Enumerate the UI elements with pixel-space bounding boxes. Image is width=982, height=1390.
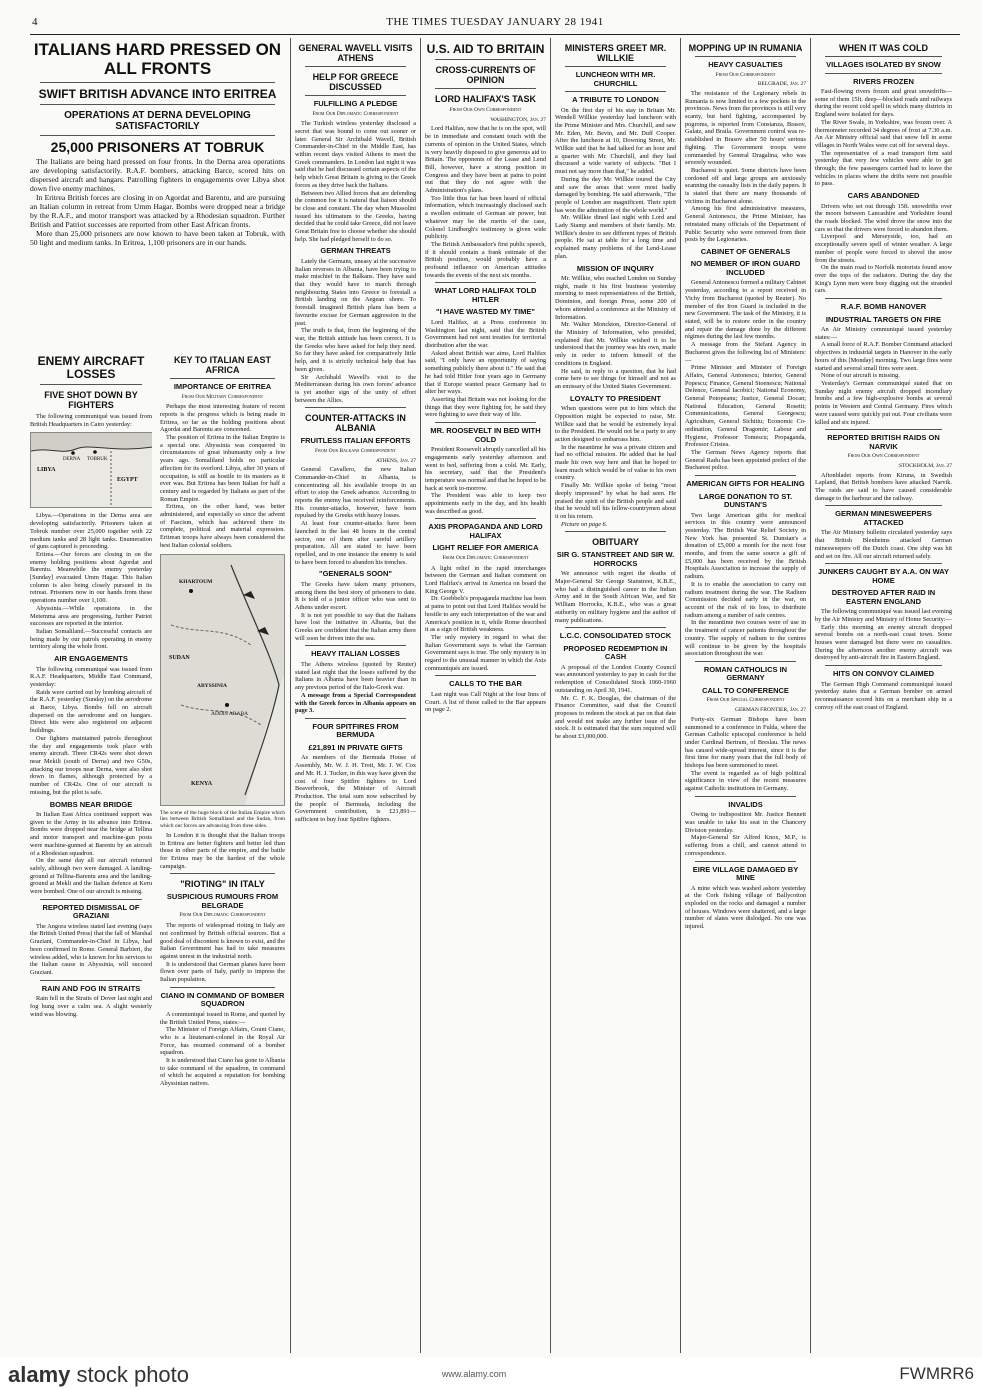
subheadline: NO MEMBER OF IRON GUARD INCLUDED bbox=[690, 259, 801, 277]
column-rule bbox=[680, 38, 681, 1353]
subheadline: CROSS-CURRENTS OF OPINION bbox=[435, 65, 536, 85]
article-willkie bbox=[555, 38, 676, 1353]
paragraph: Mr. Willkie, who reached London on Sunday night, made it his first business yesterday morning to meet representatives of the British, Dominion, and foreign Press, some 200 of whom attended a conference at the Ministry of Information. bbox=[555, 275, 676, 321]
subheadline: VILLAGES ISOLATED BY SNOW bbox=[826, 60, 941, 69]
paragraph: Prime Minister and Minister of Foreign Affairs, General Antonescu; Interior, General Popescu; Finance, General Stoenescu; National Defence, General Iacobici; National Economy, General Potopeanu; Justice, General Docan; National Education, General Rosetti; Communications, General Georgescu; Agriculture, General Sichitiu; Economic Co-ordination, General Dragomir; Labour and Hygiene, Professor Tomescu; Propaganda, Professor Cristea. bbox=[685, 364, 806, 449]
paragraph: He said, in reply to a question, that he had come here to see things for himself and not as an emissary of the United States Government. bbox=[555, 367, 676, 390]
paragraph: More than 25,000 prisoners are now known to have been taken at Tobruk, with 50 light and medium tanks. In Eritrea, 1,100 prisoners are in our hands. bbox=[30, 229, 285, 247]
paragraph: Abyssinia.—While operations in the Metemma area are progressing, further Patriot successes are reported in the interior. bbox=[30, 604, 152, 628]
paragraph: The German High Command communiqué issued yesterday states that a German bomber on armed reconnaissance scored hits on a merchant ship in a convoy off the east coast of England. bbox=[815, 680, 952, 711]
byline: From Our Military Correspondent bbox=[181, 393, 264, 400]
byline: From Our Diplomatic Correspondent bbox=[179, 912, 266, 919]
headline: AMERICAN GIFTS FOR HEALING bbox=[686, 479, 805, 489]
paragraph: Eritrea.—Our forces are closing in on the enemy holding positions about Agordat and Barentu. Meanwhile the enemy yesterday [Sunday] evacuated Umm Hagar. This Italian column is also being closely pursued in its retreat. Prisoners now in our hands from these operations number over 1,100. bbox=[30, 550, 152, 605]
paragraph: The Angora wireless stated last evening (says the British United Press) that the fall of Marshal Graziani, Commander-in-Chief in Libya, had been confirmed in Rome. General Barbieri, the wireless added, who is known for his services to the Italian cause in Abyssinia, will succeed Graziani. bbox=[30, 922, 152, 976]
paragraph: Major-General Sir Alfred Knox, M.P., is suffering from a chill, and cannot attend to correspondence. bbox=[685, 834, 806, 857]
map-label: ADDIS ABABA bbox=[211, 710, 249, 717]
article-italian-east-africa bbox=[160, 350, 285, 1353]
headline: L.C.C. CONSOLIDATED STOCK bbox=[559, 631, 672, 641]
paragraph: As members of the Bermuda House of Assembly, Mr. W. J. H. Trott, Mr. J. W. Cox and Mr. H. J. Tucker, in this way have given the cost of four Spitfire fighters to Lord Beaverbrook, the Minister of Aircraft Production. The total sum now subscribed by the people of Bermuda, including the Government contribution, is £21,891—sufficient to buy four Spitfire fighters. bbox=[295, 754, 416, 824]
subheadline: SUSPICIOUS RUMOURS FROM BELGRADE bbox=[166, 892, 279, 910]
paragraph: Sir Archibald Wavell's visit to the Mediterranean during his own forces' advance is yet another sign of the unity of effort between the Allies. bbox=[295, 373, 416, 404]
column-rule bbox=[290, 38, 291, 1353]
paragraph: Two large American gifts for medical services in this country were announced yesterday. The British War Relief Society in New York has presented St. Dunstan's a donation of £5,000 a month for the next four months, and from the same source a gift of £5,000 has been received by the British Hospitals Association to increase the supply of radium. bbox=[685, 511, 806, 581]
headline: HITS ON CONVOY CLAIMED bbox=[832, 669, 935, 679]
headline: WHEN IT WAS COLD bbox=[839, 43, 928, 53]
paragraph: A proposal of the London County Council was announced yesterday to pay in cash for the redemption of Consolidated Stock 1960-1960 outstanding on April 30, 1941. bbox=[555, 663, 676, 694]
map-caption: The scene of the huge block of the Italian Empire which lies between British Somaliland and the Sudan, from which our forces are advancing from three sides. bbox=[160, 809, 285, 830]
paragraph: The position of Eritrea in the Italian Empire is a special one. Abyssinia was conquered in circumstances of great inhumanity only a few years ago. Somaliland holds no particular affection for its overlord. Libya, after 30 years of occupation, is still as hostile to its masters as it ever was. But Eritrea has been Italian for half a century and is regarded by Italians as part of the Roman Empire. bbox=[160, 434, 285, 503]
headline: FOUR SPITFIRES FROM BERMUDA bbox=[312, 721, 399, 740]
map-label: DERNA bbox=[63, 457, 81, 463]
subheadline: RIVERS FROZEN bbox=[853, 76, 914, 86]
headline: CALLS TO THE BAR bbox=[449, 679, 522, 689]
alamy-logo: alamy stock photo bbox=[8, 1362, 190, 1387]
headline: ROMAN CATHOLICS IN GERMANY bbox=[703, 664, 788, 683]
paragraph: Aftonbladet reports from Kiruna, in Swedish Lapland, that British bombers have attacked Narvik. The raids are said to have caused considerable damage to the harbour and the railway. bbox=[815, 471, 952, 502]
subheadline: PROPOSED REDEMPTION IN CASH bbox=[563, 643, 668, 662]
subheadline: HELP FOR GREECE DISCUSSED bbox=[312, 72, 399, 92]
headline: HEAVY ITALIAN LOSSES bbox=[311, 649, 400, 659]
paragraph: President Roosevelt abruptly cancelled all his engagements early yesterday afternoon and went to bed, suffering from a cold. Mr. Early, his secretary, said that the President's temperature was normal and that he hoped to be back at work to-morrow. bbox=[425, 446, 546, 492]
paragraph: General Cavallero, the new Italian Commander-in-Chief in Albania, is concentrating all his available troops in an effort to stop the Greek advance. According to reports the enemy has received reinforcements. His counter-attacks, however, have been repulsed by the Greeks with heavy losses. bbox=[295, 466, 416, 520]
subheadline: SWIFT BRITISH ADVANCE INTO ERITREA bbox=[38, 87, 277, 101]
paragraph: The British Ambassador's first public speech, if it should contain a frank estimate of the British position, would probably have a profound influence on American attitudes towards the events of the next six months. bbox=[425, 240, 546, 279]
paragraph: Between two Allied forces that are defending the common foe it is natural that liaison should be close and constant. The day when Mussolini issued his ultimatum to the Greeks, having decided that he could take Greece, did not leave Great Britain free to choose whether she should help. She had pledged herself to do so. bbox=[295, 189, 416, 243]
subheadline: LIGHT RELIEF FOR AMERICA bbox=[432, 543, 539, 553]
paragraph: Perhaps the most interesting feature of recent reports is the progress which is being made in Eritrea, so far as the holding positions about Agordat and Barentu are concerned. bbox=[160, 403, 285, 434]
headline: U.S. AID TO BRITAIN bbox=[426, 42, 545, 56]
headline: INVALIDS bbox=[728, 799, 763, 809]
byline: From Our Own Correspondent bbox=[449, 107, 522, 113]
headline: ENEMY AIRCRAFT LOSSES bbox=[37, 354, 145, 381]
map-label: SUDAN bbox=[169, 654, 190, 661]
subheadline: INDUSTRIAL TARGETS ON FIRE bbox=[825, 314, 942, 324]
paragraph: Asked about British war aims, Lord Halifax said, "I only have an opportunity of saying something publicly there about it." He said that he had told Hitler four years ago in Germany that if Europe wanted peace Germany had to alter her ways. bbox=[425, 349, 546, 396]
subheadline: CALL TO CONFERENCE bbox=[702, 685, 789, 695]
paragraph: On the same day all our aircraft returned safely, although two were damaged. A landing-ground at Tellina-Barentu area and the landing-ground at Mekli and the Italian defence at Keru were bombed. One of our aircraft is missing. bbox=[30, 857, 152, 896]
paragraph: It is not yet possible to say that the Italians have lost the initiative in Albania, but the Greeks are confident that the Italian army there will soon be driven into the sea. bbox=[295, 611, 416, 642]
column-rule bbox=[550, 38, 551, 1353]
paragraph: Liverpool and Merseyside, too, had an exceptionally severe spell of winter weather. A large number of people were forced to shovel the snow from the streets. bbox=[815, 233, 952, 264]
paragraph: It is understood that Ciano has gone to Albania to take command of the squadron, in command of which he acquired a reputation for bombing Abyssinian natives. bbox=[160, 1057, 285, 1088]
paragraph: The Greeks have taken many prisoners, among them the best story of prisoners to date. It is told of a junior officer who was sent to Athens under escort. bbox=[295, 580, 416, 611]
subheadline: MISSION OF INQUIRY bbox=[576, 263, 655, 273]
paragraph: Early this morning an enemy aircraft dropped several bombs on a north-east coast town. Some houses were damaged but there were no casualties. During the afternoon another enemy aircraft was destroyed by anti-aircraft fire in Eastern England. bbox=[815, 623, 952, 662]
paragraph: Owing to indisposition Mr. Justice Bennett was unable to take his seat in the Chancery Division yesterday. bbox=[685, 811, 806, 834]
paragraph: The following communiqué was issued from R.A.F. Headquarters, Middle East Command, yesterday: bbox=[30, 665, 152, 688]
paragraph: Libya.—Operations in the Derna area are developing satisfactorily. Prisoners taken at Tobruk number over 25,000 together with 22 medium tanks and 28 light tanks. Enumeration of guns captured is proceeding. bbox=[30, 512, 152, 551]
paragraph: Asserting that Britain was not looking for the things that they were fighting for, he said they were fighting to save their way of life. bbox=[425, 396, 546, 419]
byline: From Our Correspondent bbox=[715, 71, 776, 78]
headline: ITALIANS HARD PRESSED ON ALL FRONTS bbox=[33, 40, 282, 78]
paragraph: Among his first administrative measures, General Antonescu, the Prime Minister, has reinstated many officials of the Department of Public Security who were removed from their posts by the Legionaries. bbox=[685, 205, 806, 244]
headline: AXIS PROPAGANDA AND LORD HALIFAX bbox=[428, 522, 543, 540]
subheadline: GERMAN THREATS bbox=[320, 246, 391, 256]
subheadline: AIR ENGAGEMENTS bbox=[54, 654, 128, 664]
paragraph: The only mystery in regard to what the Italian Government says is what the German Government says is true. The only mystery is in regard to the unusual manner in which the Axis communiqués are issued. bbox=[425, 633, 546, 672]
byline: From Our Own Correspondent bbox=[847, 453, 920, 460]
paragraph: In Italian East Africa continued support was given to the Army in its advance into Eritrea. Bombs were dropped near the bridge at Tellina and motor transport and machine-gun posts were machine-gunned at Barentu by an aircraft of a Rhodesian squadron. bbox=[30, 811, 152, 857]
paragraph: Lord Halifax, now that he is on the spot, will be in immediate and constant touch with the currents of opinion in the United States, which is very heavily disposed to give generous aid to Britain. The opponents of the Lease and Lend Bill, however, have a strong position in Congress and they have been at pains to point out that they do not agree with the Administration's plans. bbox=[425, 125, 546, 195]
subheadline: LUNCHEON WITH MR. CHURCHILL bbox=[575, 70, 656, 88]
paragraph: Lately the Germans, uneasy at the successive Italian reverses in Albania, have been trying to make mischief in the Balkans. They have said that they would have to march through neighbouring States into Greece to forestall a British landing on the Aegean shore. To forestall imagined British plans has been a favourite excuse for German aggression in the past. bbox=[295, 257, 416, 327]
paragraph: General Antonescu formed a military Cabinet yesterday, according to a report received in Vichy from Bucharest (quoted by Reuter). No member of the Iron Guard is included in the new Government. The task of the Ministry, it is stated, will be to restore order in the country and repair the damage done by the different régimes during the last few months. bbox=[685, 279, 806, 341]
article-enemy-aircraft bbox=[30, 350, 152, 1353]
headline: CIANO IN COMMAND OF BOMBER SQUADRON bbox=[160, 990, 285, 1009]
map-label: LIBYA bbox=[37, 467, 56, 474]
headline: GERMAN MINESWEEPERS ATTACKED bbox=[835, 509, 932, 527]
paragraph: The Air Ministry bulletin circulated yesterday says that British Blenheims attacked German minesweepers off the Dutch coast. One ship was hit and set on fire. All our aircraft returned safely. bbox=[815, 529, 952, 560]
headline: WHAT LORD HALIFAX TOLD HITLER bbox=[434, 286, 537, 304]
dateline: WASHINGTON, Jan. 27 bbox=[490, 116, 546, 123]
page-number: 4 bbox=[32, 16, 38, 28]
paragraph: Finally Mr. Willkie spoke of being "most deeply impressed" by what he had seen. He praised the spirit of the British people and said that he would tell his fellow-countrymen about it on his return. bbox=[555, 482, 676, 520]
article-cold-weather bbox=[815, 38, 952, 1353]
paragraph: Yesterday's German communiqué stated that on Sunday night enemy aircraft dropped incendiary bombs and a few high-explosive bombs at several points in Western and Central Germany. Fires which were caused were quickly put out. Four civilians were killed and six injured. bbox=[815, 380, 952, 426]
headline: GENERAL WAVELL VISITS ATHENS bbox=[298, 43, 413, 63]
paragraph: A mine which was washed ashore yesterday at the Cork fishing village of Ballycotton exploded on the rocks and damaged a number of houses. Windows were shattered, and a large number of slates were dislodged. No one was injured. bbox=[685, 884, 806, 931]
image-code: FWMRR6 bbox=[899, 1364, 974, 1383]
paragraph: In Eritrea British forces are closing in on Agordat and Barentu, and are pursuing an Italian column in retreat from Umm Hagar. Bombs were dropped near a bridge by the R.A.F., and motor transport was attacked by a Rhodesian squadron. Further British and Patriot successes are reported from other East African fronts. bbox=[30, 193, 285, 229]
paragraph: We announce with regret the deaths of Major-General Sir George Stanstreet, K.B.E., who had a distinguished career in the Indian Army and in the South African War, and Sir William Horrocks, K.B.E., who was a great authority on military hygiene and the author of many publications. bbox=[555, 570, 676, 624]
paragraph: The reports of widespread rioting in Italy are not confirmed by British official sources. But a good deal of discontent is known to exist, and the Italian Government has had to take measures against unrest in the industrial north. bbox=[160, 922, 285, 960]
subheadline: LARGE DONATION TO ST. DUNSTAN'S bbox=[698, 491, 793, 510]
subheadline: FIVE SHOT DOWN BY FIGHTERS bbox=[44, 390, 138, 410]
byline: From Our Diplomatic Correspondent bbox=[312, 110, 399, 117]
paragraph: On the main road to Norfolk motorists found snow over the tops of the radiators. During the day the King's Lynn men were busy digging out the stranded cars. bbox=[815, 264, 952, 295]
dateline: ATHENS, Jan. 27 bbox=[375, 457, 416, 464]
paragraph: The Italians are being hard pressed on four fronts. In the Derna area operations are developing satisfactorily. R.A.F. bombers, attacking Barce, scored hits on dispersed aircraft and hangars. Patrolling fighters in engagements over Libya shot down five enemy machines. bbox=[30, 157, 285, 193]
headline: COUNTER-ATTACKS IN ALBANIA bbox=[305, 413, 406, 434]
dateline: BELGRADE, Jan. 27 bbox=[757, 81, 806, 88]
paragraph: In London it is thought that the Italian troops in Eritrea are better fighters and better led than those in other parts of the empire, and the battle for Eritrea may be the hardest of the whole campaign. bbox=[160, 831, 285, 870]
subheadline: DESTROYED AFTER RAID IN EASTERN ENGLAND bbox=[831, 588, 936, 606]
paragraph: The following communiqué was issued from British Headquarters in Cairo yesterday: bbox=[30, 413, 152, 428]
paragraph: Eritrea, on the other hand, was better administered, and especially so since the advent of Fascism, which has achieved there its complete, political and material expression. Eritrean troops have always been considered the best Italian colonial soldiers. bbox=[160, 503, 285, 549]
paragraph: Bucharest is quiet. Some districts have been cordoned off and large groups are anxiously scanning the casualty lists in the daily papers. It is stated that there are many thousands of victims in Bucharest alone. bbox=[685, 166, 806, 205]
paragraph: Dr. Goebbels's propaganda machine has been at pains to point out that Lord Halifax would be hostile to any such interpretation of the war and America's position in it, while Rome described it as a sign of British weakness. bbox=[425, 595, 546, 634]
map-label: KHARTOUM bbox=[179, 578, 213, 585]
map-label: EGYPT bbox=[117, 477, 138, 484]
map-label: ABYSSINIA bbox=[197, 682, 227, 689]
article-general-wavell bbox=[295, 38, 416, 1353]
headline: "RIOTING" IN ITALY bbox=[180, 879, 265, 890]
paragraph: At least four counter-attacks have been launched in the last 48 hours in the central sector, one of them after careful artillery preparation. All are stated to have been repelled, and in one instance the enemy is said to have been forced to abandon his trenches. bbox=[295, 520, 416, 566]
subheadline: LOYALTY TO PRESIDENT bbox=[570, 393, 661, 403]
picture-reference: Picture on page 6. bbox=[561, 520, 608, 528]
paragraph: The Turkish wireless yesterday disclosed a secret that was bound to come out sooner or later. General Sir Archibald Wavell, British Commander-in-Chief in the Middle East, has within recent days visited Athens to meet the Greek commanders. In London last night it was said that he had discussed certain aspects of the help which Great Britain is giving to the Greek forces as they drive back the Italians. bbox=[295, 120, 416, 189]
paragraph: A light relief in the rapid interchanges between the German and Italian comment on Lord Halifax's arrival in America on board the King George V. bbox=[425, 564, 546, 595]
headline: REPORTED DISMISSAL OF GRAZIANI bbox=[42, 902, 140, 921]
article-rumania bbox=[685, 38, 806, 1353]
headline: KEY TO ITALIAN EAST AFRICA bbox=[173, 355, 271, 375]
subheadline: SIR G. STANSTREET AND SIR W. HORROCKS bbox=[556, 550, 675, 568]
subheadline: A TRIBUTE TO LONDON bbox=[572, 95, 659, 104]
paragraph: A message from a Special Correspondent with the Greek forces in Albania appears on page 3. bbox=[295, 691, 416, 715]
paragraph: A message from the Stefani Agency in Bucharest gives the following list of Ministers:— bbox=[685, 341, 806, 364]
subheadline: £21,891 IN PRIVATE GIFTS bbox=[308, 742, 403, 752]
paragraph: None of our aircraft is missing. bbox=[821, 372, 900, 380]
subheadline: HEAVY CASUALTIES bbox=[708, 60, 783, 69]
headline: JUNKERS CAUGHT BY A.A. ON WAY HOME bbox=[818, 567, 949, 585]
newspaper-title: THE TIMES TUESDAY JANUARY 28 1941 bbox=[386, 16, 604, 28]
subheadline: CARS ABANDONED bbox=[847, 191, 920, 201]
headline: MINISTERS GREET MR. WILLKIE bbox=[564, 43, 667, 63]
paragraph: When questions were put to him which the Opposition might be expected to raise, Mr. Willkie said that he would be extremely loyal to the President. He would not be a party to any action designed to embarrass him. bbox=[555, 405, 676, 443]
map-label: TOBRUK bbox=[87, 457, 108, 463]
paragraph: In the meantime he was a private citizen and had no official mission. He added that he had made his own way here and that he hoped to learn much which would be of value to his own country. bbox=[555, 443, 676, 482]
paragraph: The truth is that, from the beginning of the war, the British attitude has been correct. It is the Greeks who have asked for help they need. So far they have asked for comparatively little help, and it is strictly technical help that has been given. bbox=[295, 327, 416, 373]
subheadline: LORD HALIFAX'S TASK bbox=[435, 94, 536, 104]
stock-watermark-bar bbox=[0, 1358, 982, 1390]
subheadline: IMPORTANCE OF ERITREA bbox=[173, 382, 272, 391]
paragraph: Mr. Walter Monckton, Director-General of the Ministry of Information, who presided, explained that Mr. Willkie wished it to be understood that the journey was his own, made only in order to inform himself of the conditions in England. bbox=[555, 321, 676, 367]
paragraph: Too little thus far has been heard of official information, which increasingly disclosed such a swollen estimate of German air power, but whatever may be the merits of the case, Colonel Lindbergh's testimony is given wide publicity. bbox=[425, 194, 546, 241]
paragraph: It is to enable the association to carry out radium treatment during the war. The Radium Commission decided early in the war, on account of the risk of its loss, to distribute radium among a number of safe centres. bbox=[685, 580, 806, 619]
paragraph: The River Swale, in Yorkshire, was frozen over. A thermometer recorded 34 degrees of frost at 7.30 a.m. An Air Ministry official said that snow fell in some villages in North Wales were cut off for several days. bbox=[815, 118, 952, 149]
watermark-url: www.alamy.com bbox=[441, 1369, 507, 1379]
paragraph: Rain fell in the Straits of Dover last night and fog hung over a calm sea. A slight westerly wind was blowing. bbox=[30, 995, 152, 1018]
column-rule bbox=[420, 38, 421, 1353]
paragraph: Raids were carried out by bombing aircraft of the R.A.F. yesterday (Sunday) on the aerodrome at Barce, Libya. Bombs fell on aircraft dispersed on the aerodrome and on hangars. Direct hits were also registered on adjacent buildings. bbox=[30, 688, 152, 735]
byline: From Our Diplomatic Correspondent bbox=[442, 554, 529, 561]
lead-article bbox=[30, 38, 285, 338]
headline: MOPPING UP IN RUMANIA bbox=[688, 43, 803, 53]
headline: MR. ROOSEVELT IN BED WITH COLD bbox=[430, 426, 541, 444]
paragraph: Lord Halifax, at a Press conference in Washington last night, said that the British Government had not sent treaties for territorial distribution after the war. bbox=[425, 318, 546, 350]
dateline: GERMAN FRONTIER, Jan. 27 bbox=[734, 707, 806, 714]
paragraph: Mr. C. F. K. Douglas, the chairman of the Finance Committee, said that the Council proposes to redeem the stock at par on that date and would not make any further issue of the stock. It is estimated that the sum required will be about £3,000,000. bbox=[555, 694, 676, 741]
paragraph: The German News Agency reports that General Radu has been appointed prefect of the Bucharest police. bbox=[685, 448, 806, 472]
paragraph: On the first day of his stay in Britain Mr. Wendell Willkie yesterday had luncheon with the Prime Minister and Mrs. Churchill, and saw Mr. Eden, Mr. Bevin, and Mr. Duff Cooper. After the luncheon at 10, Downing Street, Mr. Willkie said that he had talked for an hour and a quarter with Mr. Churchill, and they had discussed a wide variety of subjects. "But I must not say more than that," he added. bbox=[555, 106, 676, 176]
paragraph: The resistance of the Legionary rebels in Rumania is now limited to a few pockets in the provinces. News from the provinces is still very scanty, but hard fighting, accompanied by pogroms, is reported from Constanza, Brasov, Galatz, and Braila. Government control was re-established in Brasov after 50 hours' serious fighting. The Government troops were commanded by General Dragalina, who was severely wounded. bbox=[685, 89, 806, 167]
headline: OBITUARY bbox=[592, 537, 639, 548]
byline: From Our Special Correspondent bbox=[706, 697, 785, 704]
paragraph: An Air Ministry communiqué issued yesterday states:— bbox=[815, 326, 952, 341]
paragraph: A small force of R.A.F. Bomber Command attacked objectives in industrial targets in Hanover in the early hours of this [Monday] morning. Two large fires were started and several small fires were seen. bbox=[815, 341, 952, 372]
masthead bbox=[30, 12, 960, 35]
paragraph: The Minister of Foreign Affairs, Count Ciano, who is a lieutenant-colonel in the Royal Air Force, has resumed command of a bomber squadron. bbox=[160, 1026, 285, 1057]
dateline: STOCKHOLM, Jan. 27 bbox=[898, 462, 952, 469]
paragraph: Our fighters maintained patrols throughout the day and engagements took place with enemy aircraft. Three CR42s were shot down near Mekili (south of Derna) and two G50s, attacking our troops near Derna, were also shot down in flames, although protected by a number of CR42s. One of our aircraft is missing, but the pilot is safe. bbox=[30, 734, 152, 796]
east-africa-map bbox=[160, 554, 285, 806]
paragraph: Drivers who set out through 15ft. snowdrifts over the moors between Lancashire and Yorkshire found the roads blocked. The wind drove the snow into the cars so that the drivers were forced to abandon them. bbox=[815, 202, 952, 233]
paragraph: Mr. Willkie dined last night with Lord and Lady Stamp and members of their family. Mr. Willkie's desire to see different types of British people. He sat at table for a long time and explained many problems of the Lend-Lease plan. bbox=[555, 214, 676, 260]
subheadline: "GENERALS SOON" bbox=[319, 569, 392, 579]
paragraph: It is understood that German planes have been flown over parts of Italy, partly to impress the Italian population. bbox=[160, 960, 285, 984]
map-label: KENYA bbox=[191, 780, 213, 787]
subheadline: CABINET OF GENERALS bbox=[700, 246, 791, 256]
paragraph: The President was able to keep two appointments early in the day, and his health was described as good. bbox=[425, 492, 546, 515]
libya-map bbox=[30, 432, 152, 508]
subheadline: 25,000 PRISONERS AT TOBRUK bbox=[50, 139, 265, 155]
headline: RAIN AND FOG IN STRAITS bbox=[41, 983, 141, 993]
headline: REPORTED BRITISH RAIDS ON NARVIK bbox=[827, 433, 940, 451]
article-us-aid bbox=[425, 38, 546, 1353]
subheadline: OPERATIONS AT DERNA DEVELOPING SATISFACTORILY bbox=[64, 110, 251, 132]
headline: R.A.F. BOMB HANOVER bbox=[840, 302, 927, 312]
paragraph: In the meantime two courses were of use in the treatment of cancer patients throughout the country. The supply of radium to the centres will continue to be given by the hospitals association throughout the war. bbox=[685, 619, 806, 658]
paragraph: During the day Mr. Willkie toured the City and saw the areas that were most badly damaged by bombing. He said afterwards, "The people of London are magnificent. Their spirit has won the admiration of the whole world." bbox=[555, 175, 676, 214]
headline: EIRE VILLAGE DAMAGED BY MINE bbox=[692, 864, 799, 883]
paragraph: Italian Somaliland.—Successful contacts are being made by our patrols operating in enemy territory along the whole front. bbox=[30, 627, 152, 651]
subheadline: "I HAVE WASTED MY TIME" bbox=[436, 307, 535, 317]
byline: From Our Balkans Correspondent bbox=[315, 447, 396, 454]
paragraph: Last night was Call Night at the four Inns of Court. A list of those called to the Bar appears on page 2. bbox=[425, 690, 546, 714]
paragraph: The following communiqué was issued last evening by the Air Ministry and Ministry of Home Security:— bbox=[815, 608, 952, 623]
paragraph: Fast-flowing rivers frozen and great snowdrifts—some of them 15ft. deep—blocked roads and railways during the recent cold spell in which many districts in England were isolated for days. bbox=[815, 88, 952, 119]
paragraph: Forty-six German Bishops have been summoned to a conference in Fulda, where the German Catholic episcopal conference is held under Cardinal Bertram, of Breslau. The news has caused wide-spread interest, since it is the first time for many years that the full body of bishops has been summoned to meet. bbox=[685, 715, 806, 770]
paragraph: The representative of a road transport firm said yesterday that very few vehicles were able to get through; the few passengers carried had to leave the vehicles in places where the drifts were not possible to pass. bbox=[815, 149, 952, 188]
subheadline: BOMBS NEAR BRIDGE bbox=[49, 799, 133, 809]
paragraph: A communiqué issued in Rome, and quoted by the British United Press, states:— bbox=[160, 1010, 285, 1026]
paragraph: The event is regarded as of high political significance in view of the recent measures against Catholic institutions in Germany. bbox=[685, 769, 806, 793]
subheadline: FRUITLESS ITALIAN EFFORTS bbox=[300, 436, 411, 446]
subheadline: FULFILLING A PLEDGE bbox=[313, 99, 398, 108]
column-rule bbox=[810, 38, 811, 1353]
paragraph: The Athens wireless (quoted by Reuter) stated last night that the losses suffered by the Italians in Albania have been heavier than in any previous period of the Italo-Greek war. bbox=[295, 660, 416, 692]
